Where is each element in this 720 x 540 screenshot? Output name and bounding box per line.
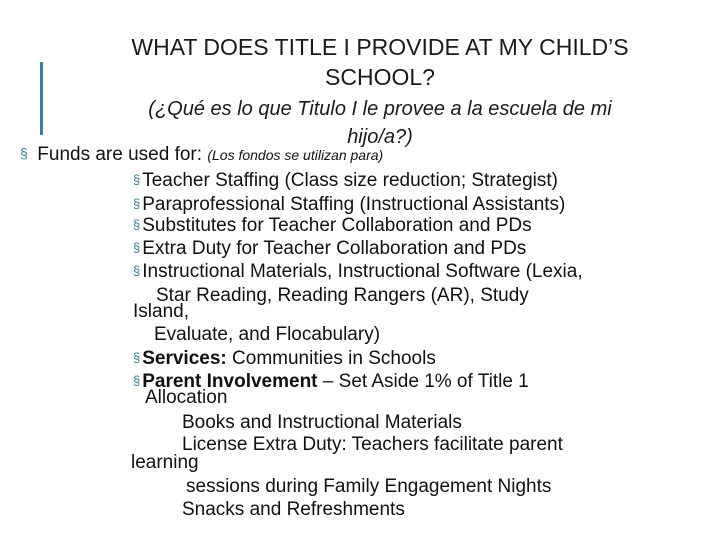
bullet-icon: § — [133, 217, 141, 232]
main-bullet-text: Funds are used for: — [37, 144, 203, 165]
sub-item-paraprofessional-staffing — [133, 193, 565, 216]
sub-item-text: Teacher Staffing (Class size reduction; Strategist) — [142, 170, 558, 191]
sub-item-bold-label: Parent Involvement — [142, 371, 318, 392]
title-accent-bar — [40, 62, 43, 135]
sub-item-text: Instructional Materials, Instructional Software (Lexia, — [142, 261, 583, 282]
bullet-icon: § — [133, 240, 141, 255]
sub-item-text-continuation: License Extra Duty: Teachers facilitate parent — [182, 434, 563, 455]
sub-item-text: Extra Duty for Teacher Collaboration and PDs — [142, 238, 527, 259]
bullet-icon: § — [20, 145, 28, 161]
slide-title-line-1: WHAT DOES TITLE I PROVIDE AT MY CHILD’S — [131, 34, 629, 60]
spanish-subtitle-line-1: (¿Qué es lo que Titulo I le provee a la escuela de mi — [148, 98, 612, 120]
sub-item-text: Substitutes for Teacher Collaboration and PDs — [142, 215, 532, 236]
bullet-icon: § — [133, 373, 141, 388]
bullet-icon: § — [133, 350, 141, 365]
sub-item-text: Paraprofessional Staffing (Instructional Assistants) — [142, 194, 566, 215]
main-bullet — [20, 141, 383, 167]
bullet-icon: § — [133, 196, 141, 211]
sub-item-substitutes — [133, 214, 532, 237]
sub-item-services — [133, 347, 436, 370]
sub-item-text: Communities in Schools — [226, 348, 436, 369]
slide-title-line-2: SCHOOL? — [325, 64, 435, 90]
bullet-icon: § — [133, 172, 141, 187]
sub-item-bold-label: Services: — [142, 348, 227, 369]
bullet-icon: § — [133, 263, 141, 278]
sub-item-extra-duty — [133, 237, 526, 260]
sub-item-text-continuation: sessions during Family Engagement Nights — [186, 476, 552, 497]
sub-item-text-continuation: Books and Instructional Materials — [182, 412, 462, 433]
sub-item-text-continuation: Snacks and Refreshments — [182, 499, 405, 520]
sub-item-text-continuation: Allocation — [145, 387, 228, 408]
sub-item-instructional-materials — [133, 260, 583, 283]
sub-item-teacher-staffing — [133, 169, 558, 192]
spanish-subtitle-line-2: hijo/a?) — [347, 126, 413, 148]
sub-item-text-continuation: Island, — [133, 301, 189, 322]
sub-item-text-continuation: learning — [131, 452, 199, 473]
main-bullet-spanish: (Los fondos se utilizan para) — [207, 147, 384, 163]
sub-item-text: – Set Aside 1% of Title 1 — [317, 371, 529, 392]
sub-item-text-continuation: Star Reading, Reading Rangers (AR), Study — [156, 285, 529, 306]
sub-item-text-continuation: Evaluate, and Flocabulary) — [154, 324, 381, 345]
